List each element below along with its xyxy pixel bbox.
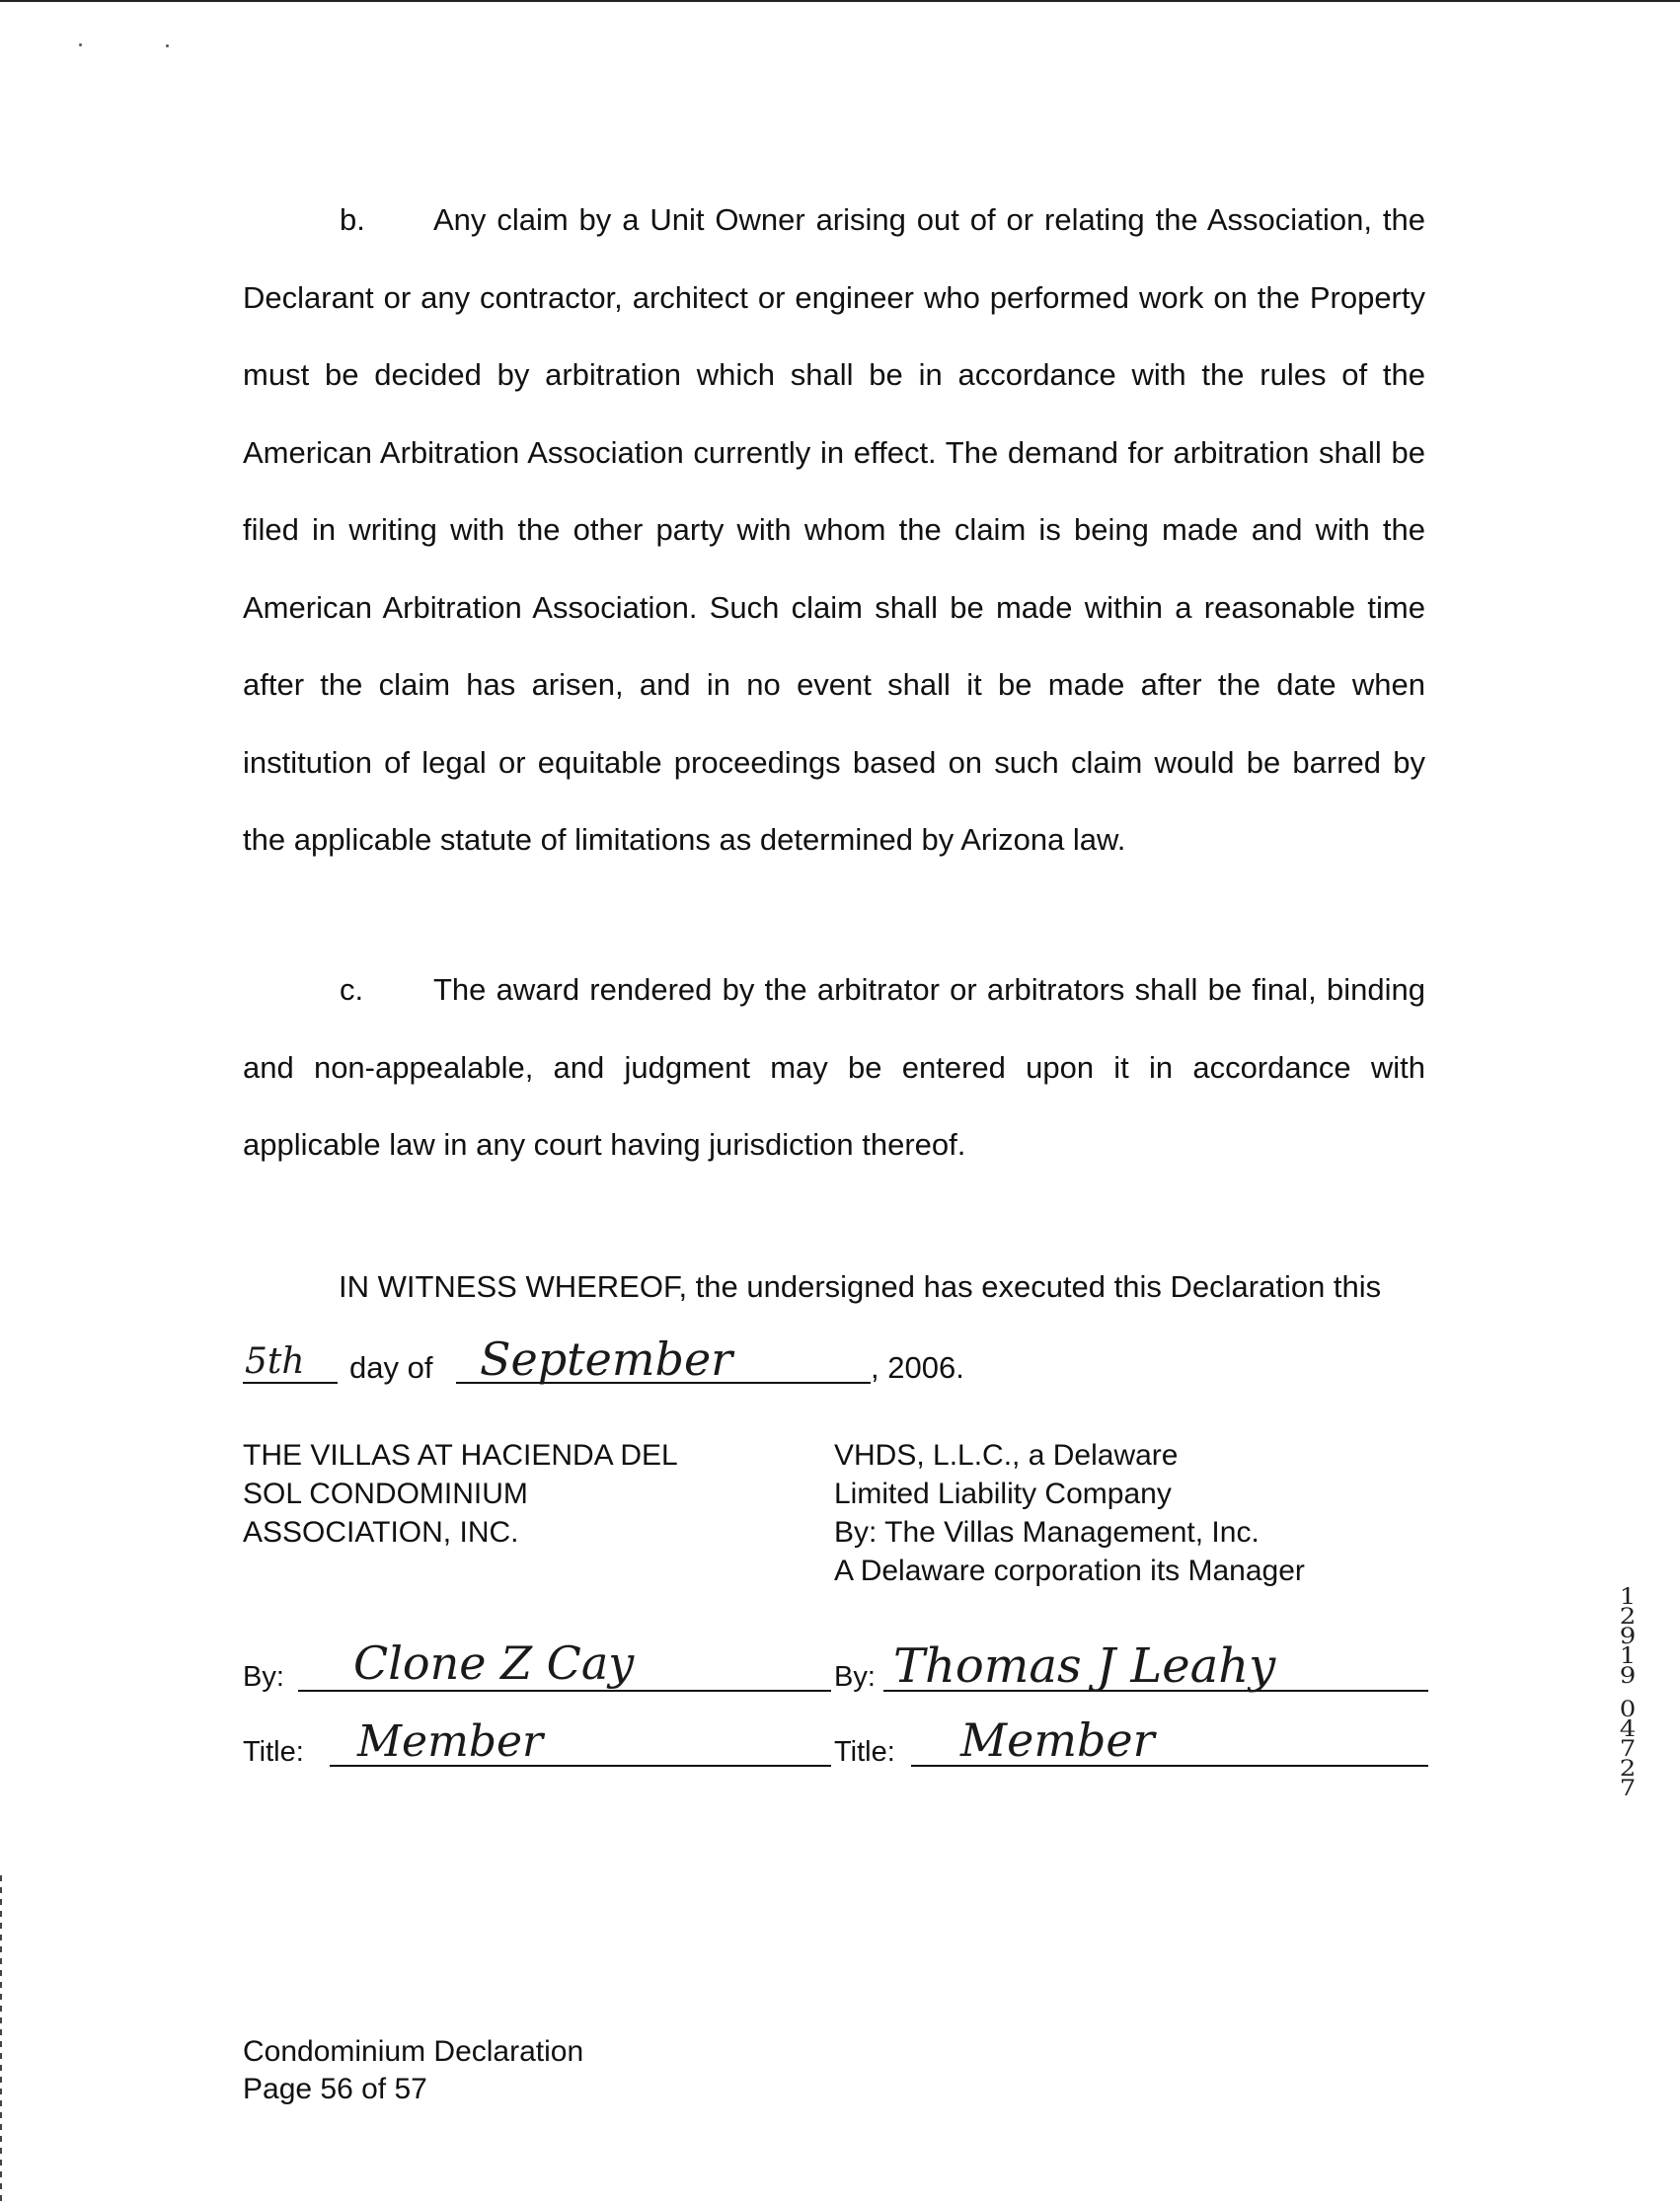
day-of-label: day of: [349, 1350, 433, 1385]
stamp-digit: 7: [1619, 1776, 1637, 1801]
stamp-digit: 7: [1619, 1736, 1637, 1762]
clause-c-marker: c.: [340, 972, 364, 1007]
stamp-digit: 2: [1619, 1604, 1637, 1630]
left-by-line: [298, 1690, 831, 1692]
left-signature: Clone Z Cay: [353, 1636, 635, 1690]
scan-speck: [166, 44, 169, 47]
stamp-digit: 9: [1619, 1624, 1637, 1649]
left-by-row: [243, 1636, 831, 1700]
clause-c: [243, 951, 1425, 1184]
day-handwritten: 5th: [245, 1341, 305, 1382]
stamp-digit: 1: [1619, 1643, 1637, 1669]
witness-intro: IN WITNESS WHEREOF, the undersigned has executed this Declaration this: [339, 1269, 1382, 1304]
page-footer: [243, 2033, 583, 2108]
recording-number-stamp: [1616, 1584, 1640, 1801]
stamp-digit: 2: [1619, 1756, 1637, 1782]
scan-border-top: [0, 0, 1680, 2]
left-title-row: [243, 1716, 831, 1775]
stamp-digit: 1: [1619, 1584, 1637, 1610]
stamp-digit: 0: [1619, 1697, 1637, 1722]
right-by-label: By:: [834, 1661, 876, 1693]
footer-page-number: Page 56 of 57: [243, 2073, 427, 2105]
scan-speck: [79, 43, 82, 46]
stamp-digit: 9: [1619, 1663, 1637, 1689]
footer-doc-name: Condominium Declaration: [243, 2035, 584, 2068]
clause-b-text: Any claim by a Unit Owner arising out of or relating the Association, the Declarant or any contractor, architect or engineer who performed work on the Property must be decided by arbitration which shall be in accordance with the rules of the American Arbitration Association currently in effect. The demand for arbitration shall be filed in writing with the other party with whom the claim is being made and with the American Arbitration Association. Such claim shall be made within a reasonable time after the claim has arisen, and in no event shall it be made after the date when institution of legal or equitable proceedings based on such claim would be barred by the applicable statute of limitations as determined by Arizona law.: [243, 202, 1425, 857]
right-title-row: [834, 1713, 1428, 1775]
party-vhds: VHDS, L.L.C., a Delaware Limited Liability Company By: The Villas Management, Inc. A Delaware corporation its Manager: [834, 1439, 1305, 1587]
right-signature: Thomas J Leahy: [893, 1638, 1276, 1694]
clause-b-marker: b.: [340, 202, 365, 237]
left-title-label: Title:: [243, 1736, 304, 1768]
left-title-handwritten: Member: [357, 1716, 544, 1767]
right-by-row: [834, 1638, 1428, 1700]
execution-date-line: [243, 1334, 993, 1394]
day-blank: [243, 1382, 338, 1384]
party-association: THE VILLAS AT HACIENDA DEL SOL CONDOMINIUM ASSOCIATION, INC.: [243, 1439, 678, 1549]
scan-border-left: [0, 1875, 2, 2205]
stamp-digit: 4: [1619, 1716, 1637, 1742]
right-title-label: Title:: [834, 1736, 895, 1768]
clause-b: [243, 182, 1425, 879]
left-by-label: By:: [243, 1661, 284, 1693]
clause-c-text: The award rendered by the arbitrator or arbitrators shall be final, binding and non-appealable, and judgment may be entered upon it in accordance with applicable law in any court having jurisdiction thereof.: [243, 972, 1425, 1162]
month-handwritten: September: [480, 1332, 733, 1386]
right-title-handwritten: Member: [960, 1713, 1155, 1767]
year-suffix: , 2006.: [871, 1350, 964, 1385]
